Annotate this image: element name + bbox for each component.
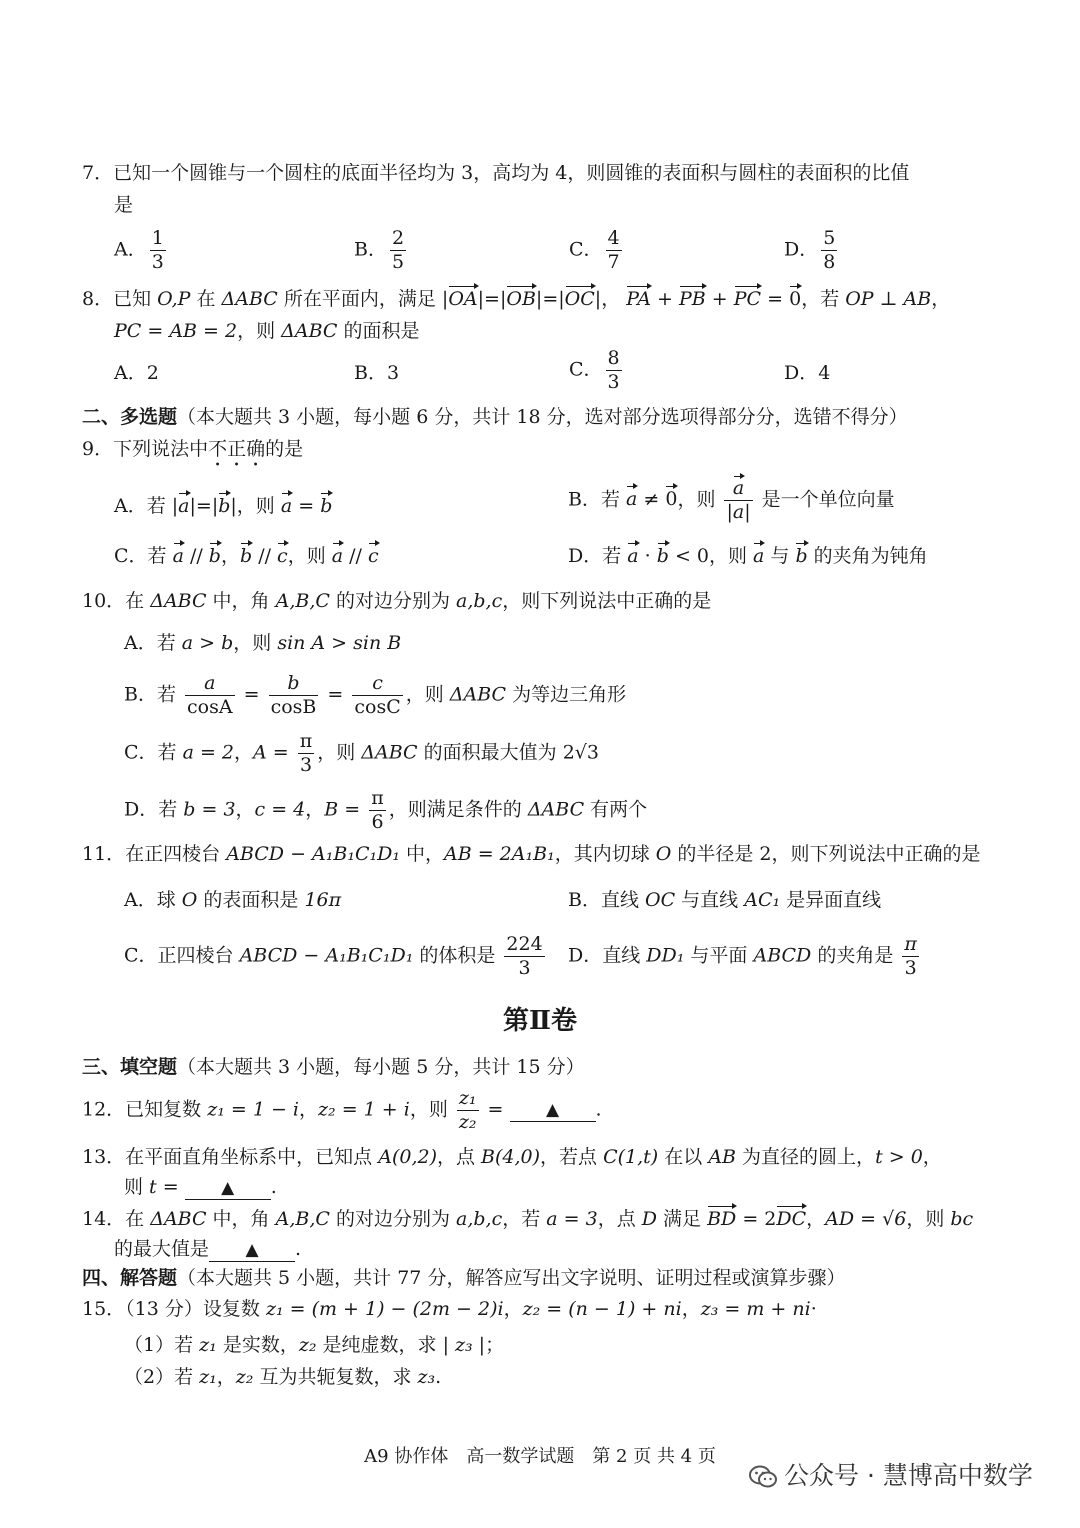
math: < 0	[668, 545, 709, 567]
text: ，则	[709, 545, 754, 567]
vector: a	[331, 545, 344, 567]
q13-stem	[82, 1146, 942, 1169]
math: =	[481, 1098, 510, 1121]
q9-stem	[82, 438, 303, 471]
fraction	[606, 228, 622, 273]
math: z₃	[417, 1366, 436, 1388]
math: |	[171, 495, 179, 517]
math: z₂ = 1 + i	[318, 1098, 410, 1121]
text: ，点	[436, 1146, 482, 1168]
section-desc: （本大题共 3 小题，每小题 5 分，共计 15 分）	[177, 1056, 585, 1078]
vector: PC	[733, 288, 762, 310]
text: 中，角	[206, 1208, 276, 1230]
text: 10．在	[82, 590, 151, 612]
text: D．直线	[568, 944, 647, 967]
math: =	[321, 683, 350, 706]
text: 满足	[656, 1208, 708, 1230]
text: 是纯虚数，求	[316, 1334, 443, 1356]
math: |=|	[535, 288, 565, 310]
q11-option-d	[568, 934, 922, 979]
text: 与直线	[675, 889, 745, 911]
text: 11．在正四棱台	[82, 843, 227, 865]
q9-option-b	[568, 478, 895, 523]
text: ，	[299, 1098, 319, 1121]
section-title: 二、多选题	[82, 406, 178, 428]
q14-stem	[82, 1208, 973, 1231]
text: 与平面	[684, 944, 754, 967]
triangle-icon: ▲	[221, 1178, 235, 1198]
fraction	[902, 934, 919, 979]
text: ，则	[317, 741, 362, 764]
fraction	[369, 788, 386, 833]
math: a,b,c	[456, 1208, 503, 1230]
text: D．若	[568, 545, 628, 567]
vector: 0	[789, 288, 802, 310]
vector: a	[280, 495, 293, 517]
numerator: z₁	[458, 1087, 477, 1109]
text: 有两个	[584, 798, 648, 821]
math: z₁	[199, 1366, 217, 1388]
numerator: c	[352, 673, 402, 696]
math: ΔABC	[221, 288, 278, 310]
text: .	[435, 1366, 442, 1388]
text: ，则满足条件的	[388, 798, 528, 821]
math: ABCD	[753, 944, 812, 967]
numerator: 4	[607, 227, 620, 249]
math: a = 2	[182, 741, 234, 764]
math: ΔABC	[449, 683, 507, 706]
math: |=|	[477, 288, 507, 310]
text: 的夹角为钝角	[807, 545, 928, 567]
vector: b	[795, 545, 808, 567]
page-footer: A9 协作体 高一数学试题 第 2 页 共 4 页	[364, 1446, 716, 1467]
math: //	[183, 545, 209, 567]
math: AC₁	[744, 889, 781, 911]
answer-blank[interactable]	[185, 1176, 271, 1200]
text: ，则	[287, 545, 332, 567]
fraction	[298, 731, 315, 776]
text: D．若	[124, 798, 184, 821]
math: DD₁	[646, 944, 685, 967]
math: a	[732, 500, 745, 523]
text: ，	[235, 798, 255, 821]
q7-option-a	[114, 228, 169, 273]
vector: 0	[665, 488, 678, 511]
vector: a	[626, 488, 638, 511]
math: ΔABC	[150, 1208, 207, 1230]
text: 12．已知复数	[82, 1098, 208, 1121]
text: C．若	[124, 741, 183, 764]
text: C．正四棱台	[124, 944, 240, 967]
text: 为直径的圆上，	[736, 1146, 876, 1168]
vector: OA	[448, 288, 478, 310]
part-2-title: 第Ⅱ卷	[503, 1006, 577, 1036]
math: A =	[253, 741, 295, 764]
section-title: 四、解答题	[82, 1267, 178, 1289]
q11-stem	[82, 843, 981, 866]
text: A．球	[124, 889, 182, 911]
numerator: 8	[607, 347, 620, 369]
q8-stem-cont	[114, 320, 419, 343]
text: ，则	[405, 683, 450, 706]
section-desc: （本大题共 3 小题，每小题 6 分，共计 18 分，选对部分选项得部分分，选错不得分）	[177, 406, 908, 428]
text: 的表面积是	[197, 889, 305, 911]
vector: a	[732, 477, 745, 499]
section-title: 三、填空题	[82, 1056, 178, 1078]
text: 中，	[399, 843, 444, 865]
math: ΔABC	[281, 320, 338, 342]
fraction	[352, 673, 402, 718]
text: A．若	[114, 495, 172, 517]
math: t > 0	[875, 1146, 923, 1168]
fraction	[821, 228, 837, 273]
denominator: 3	[607, 370, 620, 393]
text: .	[295, 1238, 302, 1260]
math: O	[181, 889, 198, 911]
denominator: cosB	[270, 695, 317, 718]
wechat-icon	[748, 1464, 778, 1490]
q7-stem-cont	[114, 194, 133, 217]
vector: b	[208, 545, 221, 567]
text: ，则下列说法中正确的是	[502, 590, 712, 612]
vector: c	[277, 545, 288, 567]
text: （1）若	[124, 1334, 200, 1356]
q10-option-d	[124, 788, 647, 833]
math: AD = √6	[825, 1208, 907, 1230]
math: PC = AB = 2	[114, 320, 238, 342]
text: B．直线	[568, 889, 646, 911]
fraction	[457, 1088, 479, 1133]
answer-blank[interactable]	[510, 1098, 596, 1122]
denominator: 5	[391, 250, 405, 273]
math: +	[651, 288, 680, 310]
math: a = 3	[546, 1208, 598, 1230]
denominator: 6	[371, 810, 384, 833]
fraction	[269, 673, 319, 718]
vector: b	[656, 545, 669, 567]
denominator: 3	[151, 250, 164, 273]
text: ，	[806, 1208, 826, 1230]
option-label: C．	[569, 358, 603, 381]
q8-option-d: D．4	[784, 362, 831, 384]
vector: PA	[626, 288, 652, 310]
math: =	[237, 683, 266, 706]
text: 互为共轭复数，求	[253, 1366, 418, 1388]
denominator: 3	[518, 956, 531, 979]
vector: OC	[564, 288, 595, 310]
q11-option-a	[124, 889, 341, 912]
text: ，	[305, 798, 325, 821]
vector: a	[753, 545, 765, 567]
q10-option-c	[124, 731, 599, 776]
text: （2）若	[124, 1366, 200, 1388]
math: O,P	[157, 288, 191, 310]
denominator: |a|	[726, 500, 751, 523]
watermark	[748, 1456, 1033, 1492]
math: B(4,0)	[481, 1146, 541, 1168]
q10-option-a	[124, 632, 401, 655]
section-desc: （本大题共 5 小题，共计 77 分，解答应写出文字说明、证明过程或演算步骤）	[177, 1267, 846, 1289]
math: bc	[950, 1208, 974, 1230]
math: A(0,2)	[378, 1146, 437, 1168]
text: 与	[764, 545, 796, 567]
section-4-heading	[82, 1267, 845, 1290]
denominator: 3	[904, 956, 917, 979]
math: ·	[638, 545, 657, 567]
text: ，	[931, 288, 951, 310]
math: ΔABC	[150, 590, 207, 612]
math: z₁ = (m + 1) − (2m − 2)i	[265, 1298, 504, 1320]
math: =	[761, 288, 790, 310]
text: ，则	[677, 488, 722, 511]
text: 14．在	[82, 1208, 151, 1230]
math: ≠	[637, 488, 666, 511]
q7-stem-text: 7．已知一个圆锥与一个圆柱的底面半径均为 3，高均为 4，则圆锥的表面积与圆柱的表面积的比值	[82, 162, 910, 184]
math: z₁	[199, 1334, 217, 1356]
text: 的面积最大值为	[417, 741, 563, 764]
text: 的半径是 2，则下列说法中正确的是	[671, 843, 981, 865]
text: 9．下列说法中	[82, 438, 209, 460]
q8-option-b: B．3	[354, 362, 400, 384]
math: //	[252, 545, 278, 567]
numerator: π	[904, 933, 917, 955]
math: c = 4	[254, 798, 306, 821]
q11-option-b	[568, 889, 881, 912]
math: z₂	[298, 1334, 317, 1356]
numerator: 2	[391, 227, 405, 249]
text: .	[270, 1176, 277, 1198]
math: |	[594, 288, 602, 310]
math: 2√3	[562, 741, 599, 764]
q8-option-a: A．2	[114, 362, 159, 384]
math: AB	[708, 1146, 737, 1168]
math: C(1,t)	[603, 1146, 659, 1168]
vector: DC	[776, 1208, 807, 1230]
text: ，则	[906, 1208, 951, 1230]
text: ，	[601, 288, 621, 310]
emphasized-text: 不正确	[208, 438, 266, 460]
fraction	[724, 478, 752, 523]
numerator: b	[269, 673, 319, 696]
triangle-icon: ▲	[545, 1100, 560, 1121]
text: ，则	[233, 632, 278, 654]
text: B．若	[124, 683, 183, 706]
math: |	[441, 288, 449, 310]
watermark-text: 公众号 · 慧博高中数学	[784, 1461, 1033, 1490]
vector: BD	[707, 1208, 737, 1230]
text: ，则	[409, 1098, 454, 1121]
text: 的体积是	[413, 944, 502, 967]
q7-stem-text-2: 是	[114, 194, 134, 216]
text: 是一个单位向量	[755, 488, 895, 511]
option-label: A．	[114, 238, 147, 261]
text: |，则	[230, 495, 281, 517]
text: 为等边三角形	[506, 683, 627, 706]
text: 的对边分别为	[329, 590, 457, 612]
text: ；	[485, 1334, 505, 1356]
q14-stem-cont	[114, 1238, 301, 1262]
fraction	[150, 228, 166, 273]
vector: b	[239, 545, 253, 567]
math: t =	[149, 1176, 185, 1198]
math: ΔABC	[361, 741, 418, 764]
q7-option-b	[354, 228, 409, 273]
text: ，	[922, 1146, 942, 1168]
q8-option-c	[569, 348, 625, 393]
vector: PB	[679, 288, 706, 310]
option-label: C．	[569, 238, 603, 261]
text: ，	[503, 1298, 523, 1320]
q15-part-2	[124, 1366, 441, 1389]
q7-option-d	[784, 228, 840, 273]
math: = 2	[736, 1208, 777, 1230]
math: 16π	[304, 889, 342, 911]
math: O	[655, 843, 672, 865]
math: z₃ = m + ni	[700, 1298, 811, 1320]
q11-option-c	[124, 934, 548, 979]
vector: a	[172, 545, 184, 567]
numerator: 224	[506, 933, 543, 955]
math: A,B,C	[275, 590, 330, 612]
math: A,B,C	[275, 1208, 330, 1230]
math: AB = 2A₁B₁	[444, 843, 555, 865]
q12-stem	[82, 1088, 602, 1133]
numerator: 1	[151, 227, 164, 249]
math: z₁ = 1 − i	[207, 1098, 300, 1121]
vector: b	[218, 495, 231, 517]
text: ，	[234, 741, 254, 764]
text: ，	[216, 1366, 236, 1388]
triangle-icon: ▲	[245, 1240, 259, 1260]
vector: OB	[506, 288, 536, 310]
numerator: π	[299, 730, 313, 752]
q9-option-c	[114, 545, 379, 568]
denominator: cosA	[187, 695, 233, 718]
text: ，点	[597, 1208, 642, 1230]
math: b = 3	[183, 798, 236, 821]
text: 所在平面内，满足	[277, 288, 442, 310]
numerator	[724, 478, 752, 501]
q9-option-d	[568, 545, 928, 568]
math: sin A > sin B	[277, 632, 402, 654]
text: B．若	[568, 488, 627, 511]
math: z₂	[235, 1366, 254, 1388]
math: OC	[645, 889, 676, 911]
q7-option-c	[569, 228, 625, 273]
vector: a	[178, 495, 190, 517]
text: .	[595, 1098, 602, 1121]
denominator: cosC	[354, 695, 401, 718]
q15-stem	[82, 1298, 817, 1321]
answer-blank[interactable]	[209, 1238, 295, 1262]
text: ，若	[502, 1208, 547, 1230]
q10-stem	[82, 590, 711, 613]
fraction	[185, 673, 235, 718]
text: ，其内切球	[554, 843, 656, 865]
option-label: D．	[784, 238, 819, 261]
text: 则	[124, 1176, 150, 1198]
math: ΔABC	[527, 798, 585, 821]
q7-stem	[82, 162, 909, 185]
math: +	[705, 288, 734, 310]
text: 在以	[658, 1146, 709, 1168]
text: C．若	[114, 545, 173, 567]
text: 的夹角是	[811, 944, 900, 967]
option-label: B．	[354, 238, 387, 261]
math: a,b,c	[456, 590, 503, 612]
text: 13．在平面直角坐标系中，已知点	[82, 1146, 379, 1168]
vector: c	[367, 545, 379, 567]
numerator: a	[185, 673, 235, 696]
text: 在	[190, 288, 222, 310]
math: | z₃ |	[442, 1334, 486, 1356]
math: D	[641, 1208, 657, 1230]
text: 是异面直线	[780, 889, 882, 911]
q9-option-a	[114, 495, 332, 518]
text: ，若点	[540, 1146, 604, 1168]
text: ，	[681, 1298, 701, 1320]
text: 的最大值是	[114, 1238, 210, 1260]
math: |=|	[189, 495, 219, 517]
fraction	[504, 934, 544, 979]
math: ABCD − A₁B₁C₁D₁	[239, 944, 414, 967]
vector: b	[320, 495, 333, 517]
section-3-heading	[82, 1056, 585, 1079]
text: 的对边分别为	[329, 1208, 457, 1230]
section-2-heading	[82, 406, 908, 429]
math: ABCD − A₁B₁C₁D₁	[226, 843, 400, 865]
numerator: 5	[823, 227, 836, 249]
math: z₂ = (n − 1) + ni	[522, 1298, 682, 1320]
q10-option-b	[124, 673, 626, 718]
text: ，则	[237, 320, 282, 342]
text: ，	[220, 545, 240, 567]
math: B =	[324, 798, 367, 821]
denominator: 3	[299, 753, 313, 776]
numerator: π	[371, 787, 384, 809]
text: ·	[810, 1298, 817, 1320]
fraction	[606, 348, 622, 393]
text: 的面积是	[337, 320, 420, 342]
denominator: 8	[823, 250, 836, 273]
text: ，若	[801, 288, 846, 310]
text: A．若	[124, 632, 182, 654]
math: =	[292, 495, 321, 517]
fraction	[390, 228, 406, 273]
q15-part-1	[124, 1334, 504, 1357]
q8-stem	[82, 288, 950, 311]
math: //	[343, 545, 368, 567]
text: 是实数，	[216, 1334, 299, 1356]
text: 中，角	[206, 590, 276, 612]
vector: a	[627, 545, 639, 567]
math: a > b	[181, 632, 234, 654]
text: 15．（13 分）设复数	[82, 1298, 266, 1320]
text: 8．已知	[82, 288, 158, 310]
q13-stem-cont	[124, 1176, 277, 1200]
denominator: z₂	[458, 1110, 477, 1133]
math: OP ⊥ AB	[845, 288, 932, 310]
denominator: 7	[607, 250, 620, 273]
text: 的是	[265, 438, 304, 460]
